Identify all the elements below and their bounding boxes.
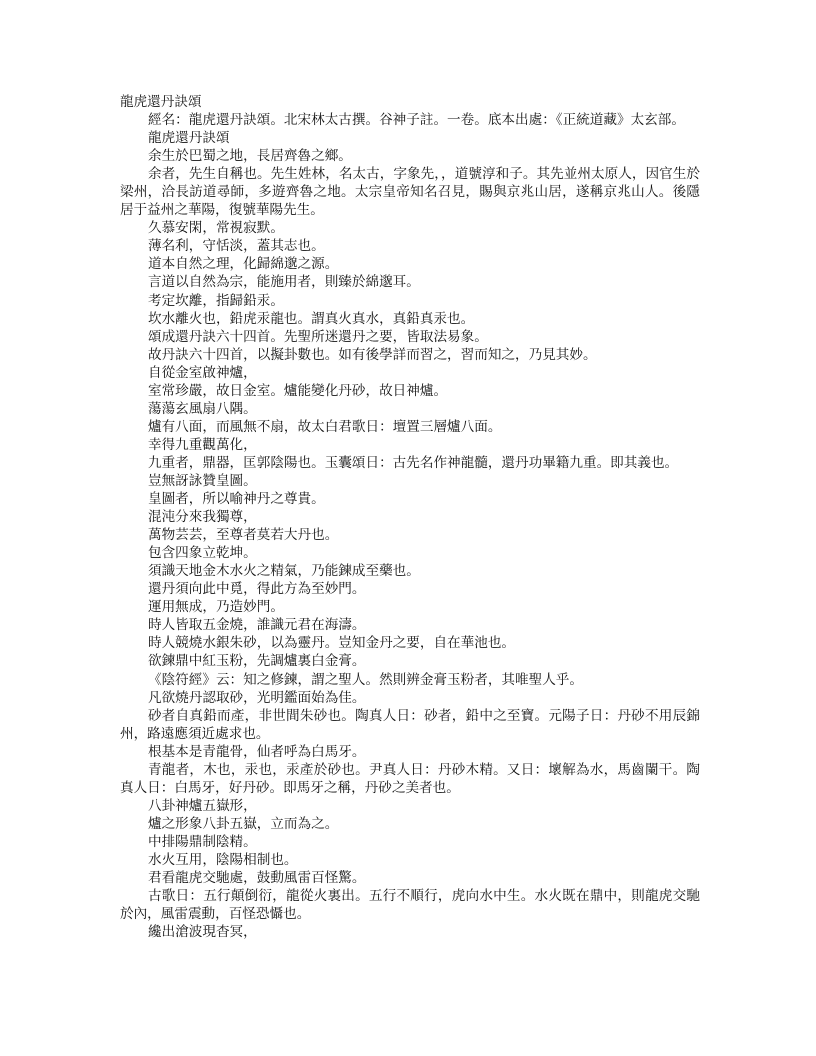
paragraph: 運用無成，乃造妙門。 bbox=[148, 599, 284, 616]
paragraph: 龍虎還丹訣頌 bbox=[148, 130, 230, 147]
paragraph: 混沌分來我獨尊， bbox=[148, 509, 257, 526]
paragraph: 時人競燒水銀朱砂，以為靈丹。豈知金丹之要，自在華池也。 bbox=[148, 635, 516, 652]
paragraph: 須識天地金木水火之精氣，乃能鍊成至藥也。 bbox=[148, 563, 420, 580]
document-body bbox=[120, 111, 700, 941]
paragraph: 中排陽鼎制陰精。 bbox=[148, 833, 257, 850]
paragraph: 故丹訣六十四首，以擬卦數也。如有後學詳而習之，習而知之，乃見其妙。 bbox=[148, 346, 597, 363]
paragraph: 凡欲燒丹認取砂，光明鑑面始為佳。 bbox=[148, 689, 366, 706]
paragraph: 八卦神爐五嶽形， bbox=[148, 797, 257, 814]
paragraph: 久慕安閑，常視寂默。 bbox=[148, 220, 284, 237]
paragraph: 爐之形象八卦五嶽，立而為之。 bbox=[148, 815, 339, 832]
document-page bbox=[120, 93, 700, 941]
paragraph: 水火互用，陰陽相制也。 bbox=[148, 851, 298, 868]
paragraph: 砂者自真鉛而產，非世間朱砂也。陶真人日：砂者，鉛中之至寶。元陽子日：丹砂不用辰錦州，路遠應須近處求也。 bbox=[120, 707, 700, 742]
paragraph: 萬物芸芸，至尊者莫若大丹也。 bbox=[148, 527, 339, 544]
paragraph: 自從金室啟神爐， bbox=[148, 364, 257, 381]
paragraph: 室常珍嚴，故日金室。爐能變化丹砂，故日神爐。 bbox=[148, 382, 448, 399]
paragraph: 頌成還丹訣六十四首。先聖所迷還丹之要，皆取法易象。 bbox=[148, 328, 488, 345]
paragraph: 坎水離火也，鉛虎汞龍也。謂真火真水，真鉛真汞也。 bbox=[148, 310, 475, 327]
paragraph: 考定坎離，指歸鉛汞。 bbox=[148, 292, 284, 309]
paragraph: 時人皆取五金燒，誰識元君在海濤。 bbox=[148, 617, 366, 634]
paragraph: 根基本是青龍骨，仙者呼為白馬牙。 bbox=[148, 743, 366, 760]
paragraph: 九重者，鼎器，匡郭陰陽也。玉囊頌日：古先名作神龍髓，還丹功畢籍九重。即其義也。 bbox=[148, 454, 679, 471]
paragraph: 道本自然之理，化歸綿邈之源。 bbox=[148, 256, 339, 273]
paragraph: 豈無訝詠贊皇圖。 bbox=[148, 472, 257, 489]
paragraph: 爐有八面，而風無不扇，故太白君歌日：壇置三層爐八面。 bbox=[148, 418, 502, 435]
paragraph: 蕩蕩玄風扇八隅。 bbox=[148, 400, 257, 417]
paragraph: 君看龍虎交馳處，鼓動風雷百怪驚。 bbox=[148, 870, 366, 887]
paragraph: 余生於巴蜀之地，長居齊魯之鄉。 bbox=[148, 148, 352, 165]
paragraph: 青龍者，木也，汞也，汞產於砂也。尹真人日：丹砂木精。又日：壞解為水，馬齒闌干。陶真人日：白馬牙，好丹砂。即馬牙之稱，丹砂之美者也。 bbox=[120, 761, 700, 796]
paragraph: 余者，先生自稱也。先生姓林，名太古，字象先，，道號淳和子。其先並州太原人，因官生於梁州，洽長訪道尋師，多遊齊魯之地。太宗皇帝知名召見，賜與京兆山居，遂稱京兆山人。後隱居于益州之華陽，復號華陽先生。 bbox=[120, 166, 700, 219]
paragraph: 《陰符經》云：知之修鍊，謂之聖人。然則辨金膏玉粉者，其唯聖人乎。 bbox=[148, 671, 583, 688]
paragraph: 幸得九重觀萬化， bbox=[148, 436, 257, 453]
paragraph: 古歌日：五行顛倒衍，龍從火裏出。五行不順行，虎向水中生。水火既在鼎中，則龍虎交馳於內，風雷震動，百怪恐懾也。 bbox=[120, 888, 700, 923]
paragraph: 包含四象立乾坤。 bbox=[148, 545, 257, 562]
paragraph: 纔出滄波現杳冥， bbox=[148, 924, 257, 941]
document-title: 龍虎還丹訣頌 bbox=[120, 94, 202, 110]
paragraph: 欲鍊鼎中紅玉粉，先調爐裏白金膏。 bbox=[148, 653, 366, 670]
paragraph: 言道以自然為宗，能施用者，則臻於綿邈耳。 bbox=[148, 274, 420, 291]
paragraph: 還丹須向此中覓，得此方為至妙門。 bbox=[148, 581, 366, 598]
paragraph: 經名：龍虎還丹訣頌。北宋林太古撰。谷神子註。一卷。底本出處：《正統道藏》太玄部。 bbox=[148, 112, 685, 129]
paragraph: 皇圖者，所以喻神丹之尊貴。 bbox=[148, 491, 325, 508]
paragraph: 薄名利，守恬淡，蓋其志也。 bbox=[148, 238, 325, 255]
